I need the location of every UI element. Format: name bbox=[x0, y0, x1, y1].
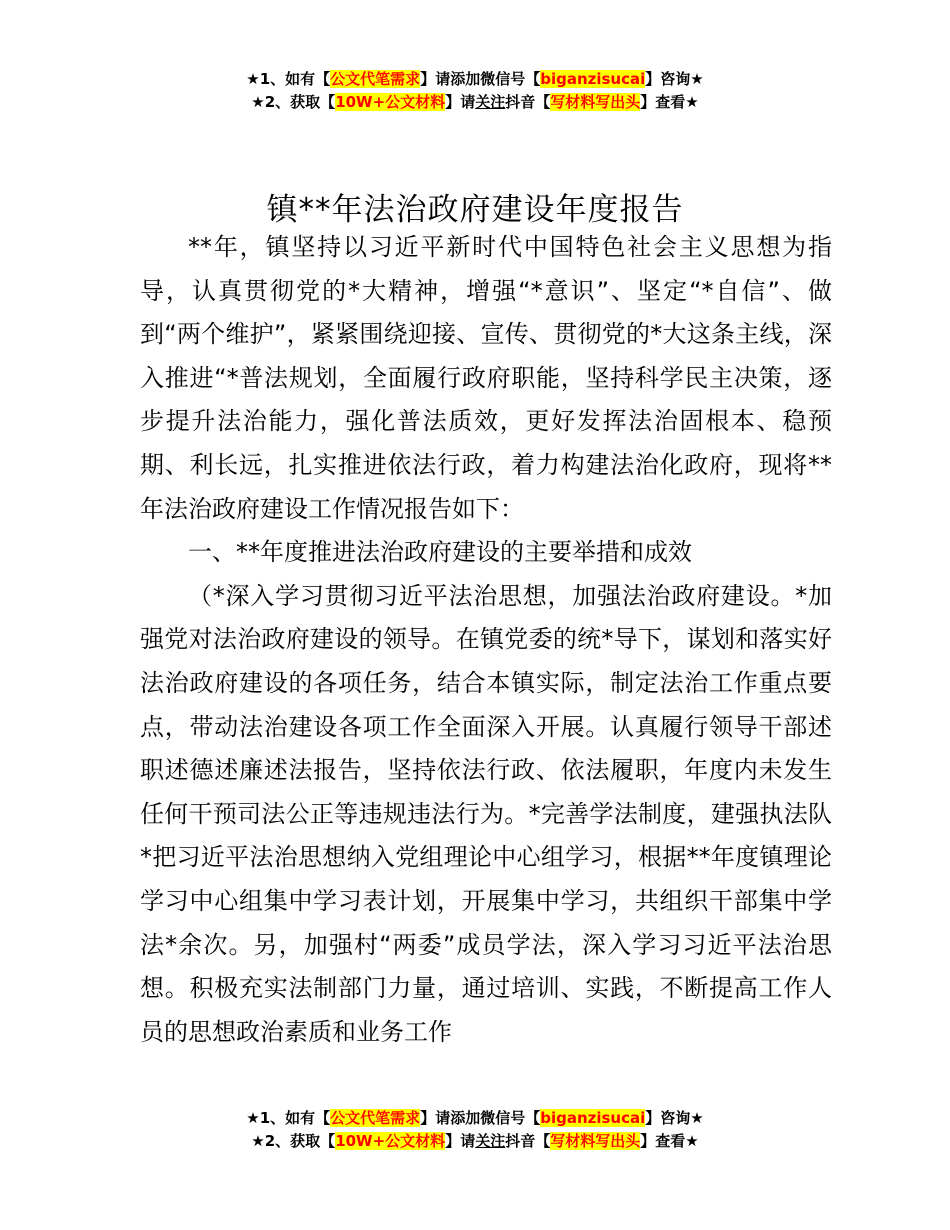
banner-text: 抖音【 bbox=[505, 93, 551, 111]
banner-highlight: 10W+公文材料 bbox=[335, 1132, 446, 1150]
banner-text: 】查看★ bbox=[640, 1132, 699, 1150]
banner-text: 】咨询★ bbox=[645, 70, 704, 88]
banner-line-1 bbox=[0, 68, 950, 91]
document-body bbox=[140, 226, 832, 1054]
banner-text: ★2、获取【 bbox=[251, 93, 336, 111]
paragraph-intro: **年，镇坚持以习近平新时代中国特色社会主义思想为指导，认真贯彻党的*大精神，增强“*意识”、坚定“*自信”、做到“两个维护”，紧紧围绕迎接、宣传、贯彻党的*大这条主线，深入推进“*普法规划，全面履行政府职能，坚持科学民主决策，逐步提升法治能力，强化普法质效，更好发挥法治固根本、稳预期、利长远，扎实推进依法行政，着力构建法治化政府，现将**年法治政府建设工作情况报告如下： bbox=[140, 233, 832, 523]
header-banner bbox=[0, 68, 950, 114]
banner-highlight: 公文代笔需求 bbox=[330, 1109, 421, 1127]
section-heading: 一、**年度推进法治政府建设的主要举措和成效 bbox=[188, 538, 692, 567]
banner-text: 】咨询★ bbox=[645, 1109, 704, 1127]
document-title: 镇**年法治政府建设年度报告 bbox=[266, 191, 684, 228]
footer-banner bbox=[0, 1107, 950, 1153]
banner-text: ★1、如有【 bbox=[246, 1109, 331, 1127]
banner-line-2 bbox=[0, 1130, 950, 1153]
banner-highlight: 写材料写出头 bbox=[550, 1132, 641, 1150]
banner-highlight: 公文代笔需求 bbox=[330, 70, 421, 88]
banner-text: 抖音【 bbox=[505, 1132, 551, 1150]
banner-text: 】请 bbox=[445, 1132, 476, 1150]
banner-highlight: 写材料写出头 bbox=[550, 93, 641, 111]
banner-underlined-text: 关注 bbox=[475, 1132, 506, 1150]
banner-text: 】请添加微信号【 bbox=[420, 1109, 541, 1127]
banner-text: 】请添加微信号【 bbox=[420, 70, 541, 88]
banner-text: 】请 bbox=[445, 93, 476, 111]
banner-text: 】查看★ bbox=[640, 93, 699, 111]
banner-underlined-text: 关注 bbox=[475, 93, 506, 111]
banner-text: ★1、如有【 bbox=[246, 70, 331, 88]
banner-highlight-wechat-id: biganzisucai bbox=[540, 1109, 646, 1127]
banner-highlight-wechat-id: biganzisucai bbox=[540, 70, 646, 88]
banner-text: ★2、获取【 bbox=[251, 1132, 336, 1150]
banner-line-1 bbox=[0, 1107, 950, 1130]
banner-highlight: 10W+公文材料 bbox=[335, 93, 446, 111]
banner-line-2 bbox=[0, 91, 950, 114]
paragraph-section-1: （*深入学习贯彻习近平法治思想，加强法治政府建设。*加强党对法治政府建设的领导。在镇党委的统*导下，谋划和落实好法治政府建设的各项任务，结合本镇实际，制定法治工作重点要点，带动法治建设各项工作全面深入开展。认真履行领导干部述职述德述廉述法报告，坚持依法行政、依法履职，年度内未发生任何干预司法公正等违规违法行为。*完善学法制度，建强执法队*把习近平法治思想纳入党组理论中心组学习，根据**年度镇理论学习中心组集中学习表计划，开展集中学习，共组织干部集中学法*余次。另，加强村“两委”成员学法，深入学习习近平法治思想。积极充实法制部门力量，通过培训、实践，不断提高工作人员的思想政治素质和业务工作 bbox=[140, 581, 832, 1046]
